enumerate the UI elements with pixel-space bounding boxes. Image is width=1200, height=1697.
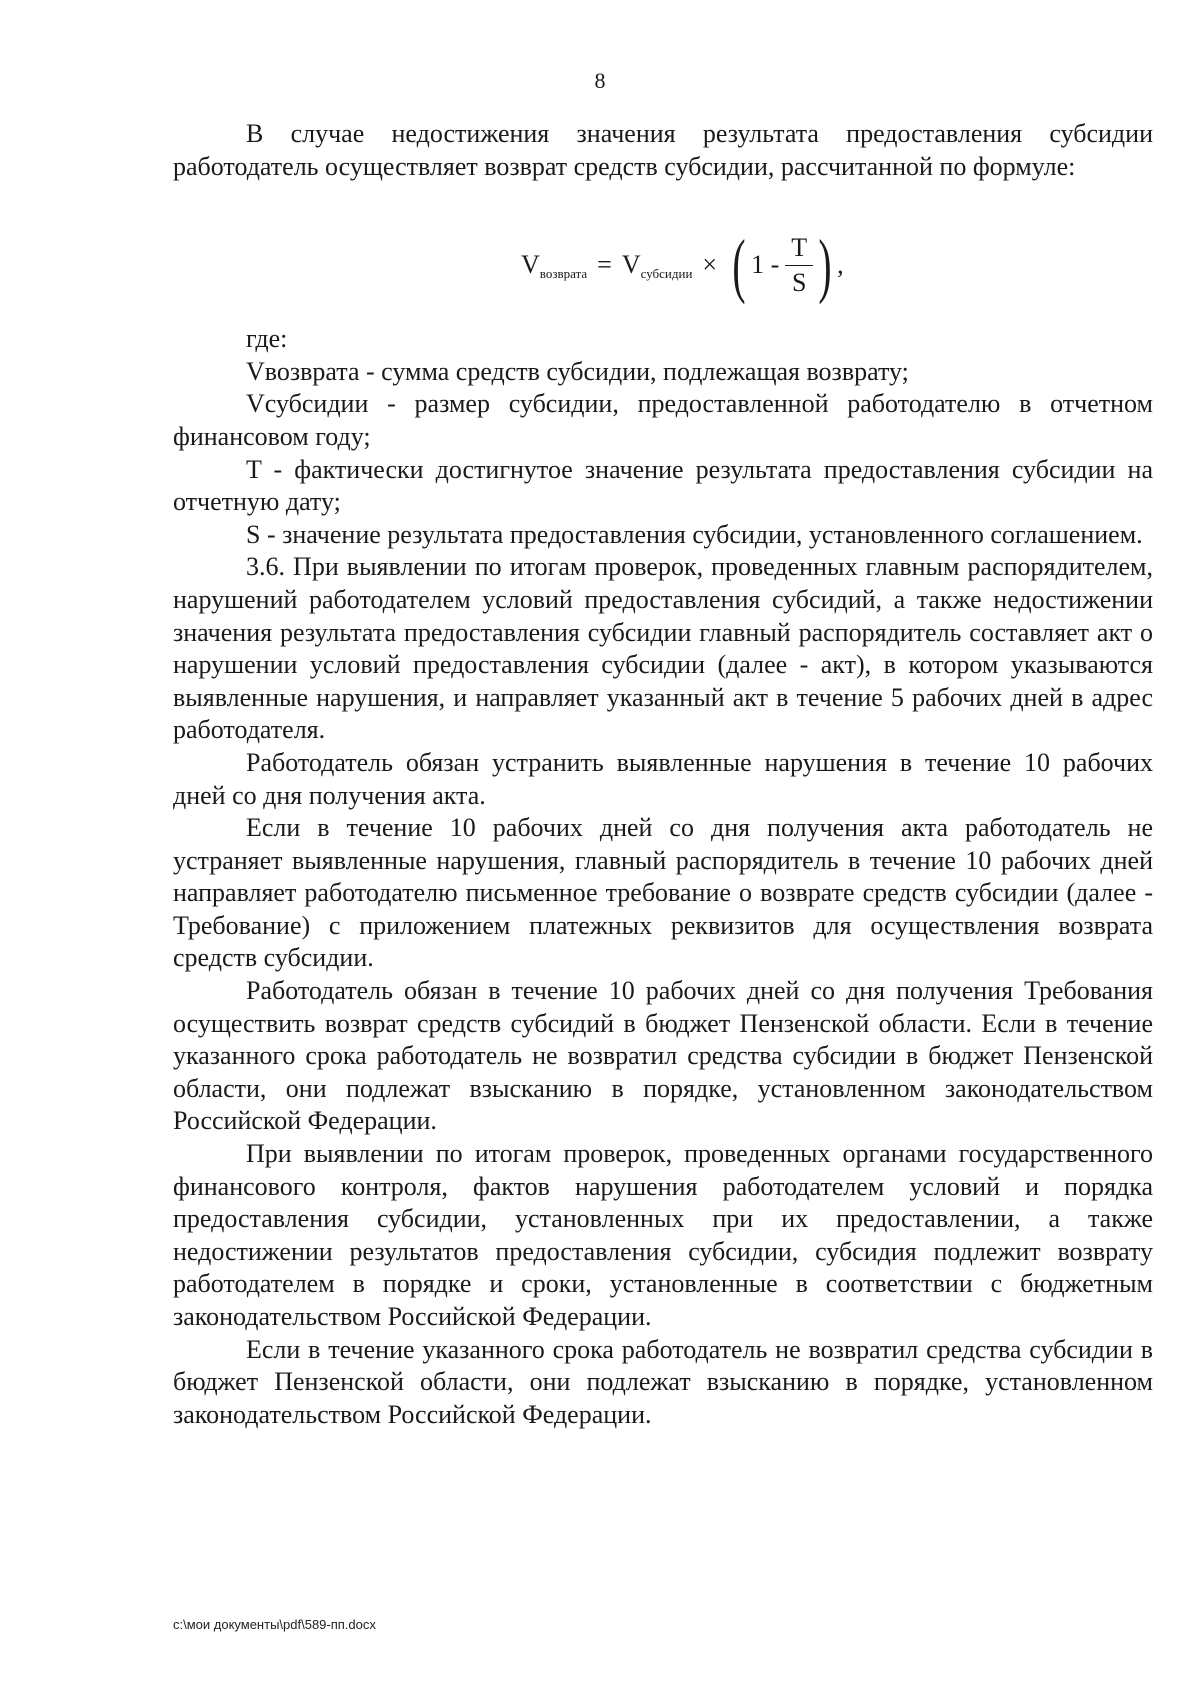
left-paren: ( bbox=[732, 225, 746, 306]
formula-rhs: V bbox=[621, 250, 641, 280]
formula-lhs-subscript: возврата bbox=[539, 266, 588, 282]
formula-comma: , bbox=[837, 250, 844, 280]
paragraph-state-control: При выявлении по итогам проверок, проведенных органами государственного финансового контроля, фактов нарушения работодателем условий и порядка предоставления субсидии, установленных при их предоставлении, а также недостижении результатов предоставления субсидии, субсидия подлежит возврату работодателем в порядке и сроки, установленные в соответствии с бюджетным законодательством Российской Федерации. bbox=[173, 1139, 1153, 1331]
formula-rhs-subscript: субсидии bbox=[640, 266, 693, 282]
definition-v-subsidy: Vсубсидии - размер субсидии, предоставленной работодателю в отчетном финансовом году; bbox=[173, 389, 1153, 451]
paragraph-3-6: 3.6. При выявлении по итогам проверок, проведенных главным распорядителем, нарушений работодателем условий предоставления субсидий, а также недостижении значения результата предоставления субсидии главный распорядитель составляет акт о нарушении условий предоставления субсидии (далее - акт), в котором указываются выявленные нарушения, и направляет указанный акт в течение 5 рабочих дней в адрес работодателя. bbox=[173, 552, 1153, 745]
formula-times: × bbox=[702, 250, 718, 280]
fraction-numerator: T bbox=[785, 233, 813, 266]
paragraph-recovery: Если в течение указанного срока работодатель не возвратил средства субсидии в бюджет Пензенской области, они подлежат взысканию в порядке, установленном законодательством Российской Федерации. bbox=[173, 1334, 1153, 1429]
right-paren: ) bbox=[818, 225, 832, 306]
formula-equals: = bbox=[597, 250, 612, 280]
paragraph-eliminate-violations: Работодатель обязан устранить выявленные нарушения в течение 10 рабочих дней со дня получения акта. bbox=[173, 747, 1153, 810]
refund-formula bbox=[173, 183, 1153, 323]
fraction-denominator: S bbox=[791, 267, 807, 297]
paragraph-refund-obligation: Работодатель обязан в течение 10 рабочих дней со дня получения Требования осуществить возврат средств субсидий в бюджет Пензенской области. Если в течение указанного срока работодатель не возвратил средства субсидии в бюджет Пензенской области, они подлежат взысканию в порядке, установленном законодательством Российской Федерации. bbox=[173, 976, 1153, 1136]
formula-one-minus: 1 - bbox=[751, 250, 780, 280]
definition-t: T - фактически достигнутое значение результата предоставления субсидии на отчетную дату; bbox=[173, 454, 1153, 517]
definition-s: S - значение результата предоставления субсидии, установленного соглашением. bbox=[246, 519, 1143, 549]
paragraph-requirement: Если в течение 10 рабочих дней со дня получения акта работодатель не устраняет выявленные нарушения, главный распорядитель в течение 10 рабочих дней направляет работодателю письменное требование о возврате средств субсидии (далее - Требование) с приложением платежных реквизитов для осуществления возврата средств субсидии. bbox=[173, 813, 1153, 973]
intro-paragraph: В случае недостижения значения результата предоставления субсидии работодатель осуществляет возврат средств субсидии, рассчитанной по формуле: bbox=[173, 119, 1153, 181]
formula-fraction bbox=[785, 233, 813, 298]
definition-v-return: Vвозврата - сумма средств субсидии, подлежащая возврату; bbox=[246, 356, 909, 386]
formula-lhs: V bbox=[521, 250, 540, 280]
where-label: где: bbox=[246, 324, 288, 354]
file-path-footer: c:\мои документы\pdf\589-пп.docx bbox=[173, 1617, 376, 1632]
page-number: 8 bbox=[594, 68, 606, 93]
document-body bbox=[173, 118, 1153, 1431]
